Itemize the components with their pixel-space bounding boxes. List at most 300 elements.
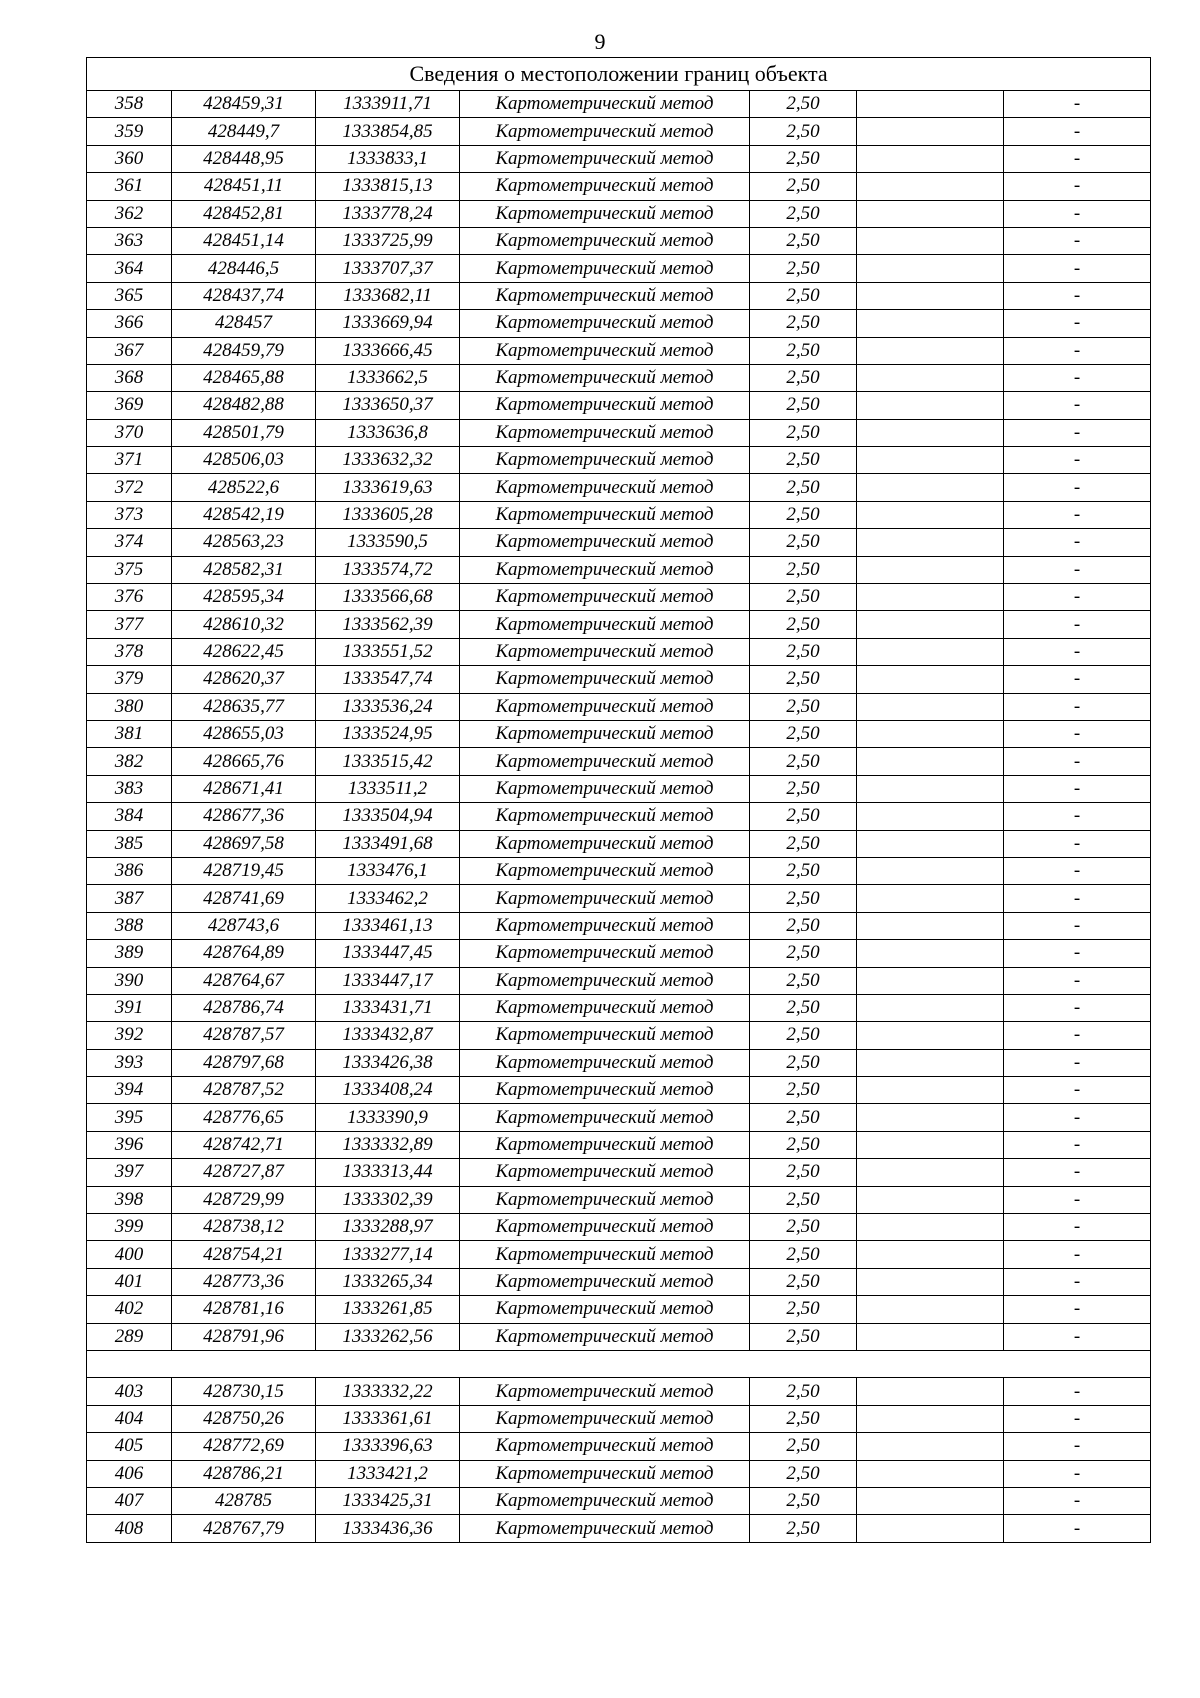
y-coordinate-cell: 1333504,94	[316, 803, 460, 830]
description-cell: -	[1004, 1460, 1151, 1487]
point-number-cell: 372	[87, 474, 172, 501]
description-cell: -	[1004, 1022, 1151, 1049]
point-number-cell: 391	[87, 994, 172, 1021]
empty-cell	[857, 337, 1004, 364]
method-cell: Картометрический метод	[460, 994, 750, 1021]
accuracy-cell: 2,50	[750, 967, 857, 994]
table-row	[87, 1487, 1151, 1514]
y-coordinate-cell: 1333447,17	[316, 967, 460, 994]
accuracy-cell: 2,50	[750, 1296, 857, 1323]
y-coordinate-cell: 1333551,52	[316, 638, 460, 665]
empty-cell	[857, 857, 1004, 884]
empty-cell	[857, 775, 1004, 802]
method-cell: Картометрический метод	[460, 118, 750, 145]
empty-cell	[857, 474, 1004, 501]
table-row	[87, 1241, 1151, 1268]
description-cell: -	[1004, 1268, 1151, 1295]
table-row	[87, 227, 1151, 254]
table-row	[87, 200, 1151, 227]
point-number-cell: 407	[87, 1487, 172, 1514]
empty-cell	[857, 91, 1004, 118]
point-number-cell: 378	[87, 638, 172, 665]
y-coordinate-cell: 1333288,97	[316, 1214, 460, 1241]
table-row	[87, 1214, 1151, 1241]
description-cell: -	[1004, 994, 1151, 1021]
method-cell: Картометрический метод	[460, 638, 750, 665]
accuracy-cell: 2,50	[750, 638, 857, 665]
x-coordinate-cell: 428727,87	[172, 1159, 316, 1186]
description-cell: -	[1004, 720, 1151, 747]
table-row	[87, 145, 1151, 172]
accuracy-cell: 2,50	[750, 255, 857, 282]
x-coordinate-cell: 428446,5	[172, 255, 316, 282]
point-number-cell: 383	[87, 775, 172, 802]
accuracy-cell: 2,50	[750, 775, 857, 802]
description-cell: -	[1004, 967, 1151, 994]
accuracy-cell: 2,50	[750, 720, 857, 747]
table-row	[87, 556, 1151, 583]
point-number-cell: 387	[87, 885, 172, 912]
empty-cell	[857, 1296, 1004, 1323]
accuracy-cell: 2,50	[750, 1323, 857, 1350]
y-coordinate-cell: 1333361,61	[316, 1405, 460, 1432]
x-coordinate-cell: 428635,77	[172, 693, 316, 720]
accuracy-cell: 2,50	[750, 666, 857, 693]
y-coordinate-cell: 1333682,11	[316, 282, 460, 309]
empty-cell	[857, 1214, 1004, 1241]
point-number-cell: 362	[87, 200, 172, 227]
description-cell: -	[1004, 1214, 1151, 1241]
y-coordinate-cell: 1333666,45	[316, 337, 460, 364]
point-number-cell: 370	[87, 419, 172, 446]
point-number-cell: 389	[87, 940, 172, 967]
table-row	[87, 666, 1151, 693]
description-cell: -	[1004, 912, 1151, 939]
description-cell: -	[1004, 830, 1151, 857]
description-cell: -	[1004, 556, 1151, 583]
method-cell: Картометрический метод	[460, 885, 750, 912]
method-cell: Картометрический метод	[460, 173, 750, 200]
empty-cell	[857, 803, 1004, 830]
empty-cell	[857, 501, 1004, 528]
x-coordinate-cell: 428610,32	[172, 611, 316, 638]
table-row	[87, 474, 1151, 501]
x-coordinate-cell: 428767,79	[172, 1515, 316, 1542]
accuracy-cell: 2,50	[750, 1077, 857, 1104]
empty-cell	[857, 310, 1004, 337]
description-cell: -	[1004, 1487, 1151, 1514]
empty-cell	[857, 885, 1004, 912]
point-number-cell: 373	[87, 501, 172, 528]
y-coordinate-cell: 1333854,85	[316, 118, 460, 145]
table-row	[87, 994, 1151, 1021]
empty-cell	[857, 748, 1004, 775]
accuracy-cell: 2,50	[750, 118, 857, 145]
x-coordinate-cell: 428772,69	[172, 1433, 316, 1460]
y-coordinate-cell: 1333332,22	[316, 1378, 460, 1405]
x-coordinate-cell: 428764,89	[172, 940, 316, 967]
x-coordinate-cell: 428719,45	[172, 857, 316, 884]
description-cell: -	[1004, 282, 1151, 309]
method-cell: Картометрический метод	[460, 1186, 750, 1213]
table-row	[87, 501, 1151, 528]
method-cell: Картометрический метод	[460, 720, 750, 747]
point-number-cell: 360	[87, 145, 172, 172]
x-coordinate-cell: 428482,88	[172, 392, 316, 419]
table-row	[87, 638, 1151, 665]
method-cell: Картометрический метод	[460, 1460, 750, 1487]
empty-cell	[857, 1241, 1004, 1268]
table-row	[87, 364, 1151, 391]
accuracy-cell: 2,50	[750, 1515, 857, 1542]
x-coordinate-cell: 428655,03	[172, 720, 316, 747]
x-coordinate-cell: 428697,58	[172, 830, 316, 857]
accuracy-cell: 2,50	[750, 584, 857, 611]
point-number-cell: 397	[87, 1159, 172, 1186]
point-number-cell: 394	[87, 1077, 172, 1104]
description-cell: -	[1004, 1186, 1151, 1213]
accuracy-cell: 2,50	[750, 364, 857, 391]
y-coordinate-cell: 1333462,2	[316, 885, 460, 912]
table-row	[87, 392, 1151, 419]
method-cell: Картометрический метод	[460, 1433, 750, 1460]
point-number-cell: 406	[87, 1460, 172, 1487]
method-cell: Картометрический метод	[460, 364, 750, 391]
empty-cell	[857, 227, 1004, 254]
y-coordinate-cell: 1333619,63	[316, 474, 460, 501]
point-number-cell: 405	[87, 1433, 172, 1460]
empty-cell	[857, 584, 1004, 611]
separator-row	[87, 1350, 1151, 1377]
y-coordinate-cell: 1333277,14	[316, 1241, 460, 1268]
empty-cell	[857, 173, 1004, 200]
method-cell: Картометрический метод	[460, 447, 750, 474]
table-row	[87, 584, 1151, 611]
x-coordinate-cell: 428754,21	[172, 1241, 316, 1268]
method-cell: Картометрический метод	[460, 1049, 750, 1076]
method-cell: Картометрический метод	[460, 693, 750, 720]
method-cell: Картометрический метод	[460, 529, 750, 556]
y-coordinate-cell: 1333590,5	[316, 529, 460, 556]
point-number-cell: 374	[87, 529, 172, 556]
point-number-cell: 377	[87, 611, 172, 638]
point-number-cell: 359	[87, 118, 172, 145]
table-row	[87, 1378, 1151, 1405]
method-cell: Картометрический метод	[460, 310, 750, 337]
point-number-cell: 400	[87, 1241, 172, 1268]
point-number-cell: 363	[87, 227, 172, 254]
x-coordinate-cell: 428622,45	[172, 638, 316, 665]
empty-cell	[857, 1378, 1004, 1405]
point-number-cell: 393	[87, 1049, 172, 1076]
empty-cell	[857, 912, 1004, 939]
y-coordinate-cell: 1333574,72	[316, 556, 460, 583]
empty-cell	[857, 1022, 1004, 1049]
accuracy-cell: 2,50	[750, 310, 857, 337]
empty-cell	[857, 392, 1004, 419]
method-cell: Картометрический метод	[460, 830, 750, 857]
separator-cell	[87, 1350, 1151, 1377]
accuracy-cell: 2,50	[750, 1241, 857, 1268]
table-row	[87, 857, 1151, 884]
empty-cell	[857, 720, 1004, 747]
x-coordinate-cell: 428729,99	[172, 1186, 316, 1213]
description-cell: -	[1004, 1323, 1151, 1350]
y-coordinate-cell: 1333491,68	[316, 830, 460, 857]
description-cell: -	[1004, 118, 1151, 145]
method-cell: Картометрический метод	[460, 1022, 750, 1049]
table-row	[87, 419, 1151, 446]
method-cell: Картометрический метод	[460, 584, 750, 611]
point-number-cell: 376	[87, 584, 172, 611]
accuracy-cell: 2,50	[750, 556, 857, 583]
y-coordinate-cell: 1333332,89	[316, 1131, 460, 1158]
y-coordinate-cell: 1333566,68	[316, 584, 460, 611]
table-row	[87, 1405, 1151, 1432]
method-cell: Картометрический метод	[460, 501, 750, 528]
description-cell: -	[1004, 255, 1151, 282]
accuracy-cell: 2,50	[750, 173, 857, 200]
table-row	[87, 1022, 1151, 1049]
y-coordinate-cell: 1333313,44	[316, 1159, 460, 1186]
table-row	[87, 830, 1151, 857]
empty-cell	[857, 1323, 1004, 1350]
description-cell: -	[1004, 501, 1151, 528]
description-cell: -	[1004, 91, 1151, 118]
accuracy-cell: 2,50	[750, 885, 857, 912]
method-cell: Картометрический метод	[460, 282, 750, 309]
empty-cell	[857, 994, 1004, 1021]
description-cell: -	[1004, 447, 1151, 474]
point-number-cell: 402	[87, 1296, 172, 1323]
table-row	[87, 447, 1151, 474]
empty-cell	[857, 638, 1004, 665]
point-number-cell: 364	[87, 255, 172, 282]
x-coordinate-cell: 428459,31	[172, 91, 316, 118]
point-number-cell: 379	[87, 666, 172, 693]
y-coordinate-cell: 1333461,13	[316, 912, 460, 939]
x-coordinate-cell: 428451,11	[172, 173, 316, 200]
table-row	[87, 310, 1151, 337]
point-number-cell: 392	[87, 1022, 172, 1049]
accuracy-cell: 2,50	[750, 1104, 857, 1131]
x-coordinate-cell: 428797,68	[172, 1049, 316, 1076]
accuracy-cell: 2,50	[750, 529, 857, 556]
y-coordinate-cell: 1333431,71	[316, 994, 460, 1021]
point-number-cell: 381	[87, 720, 172, 747]
x-coordinate-cell: 428671,41	[172, 775, 316, 802]
accuracy-cell: 2,50	[750, 1186, 857, 1213]
x-coordinate-cell: 428773,36	[172, 1268, 316, 1295]
empty-cell	[857, 830, 1004, 857]
empty-cell	[857, 1131, 1004, 1158]
method-cell: Картометрический метод	[460, 1323, 750, 1350]
description-cell: -	[1004, 584, 1151, 611]
accuracy-cell: 2,50	[750, 912, 857, 939]
y-coordinate-cell: 1333511,2	[316, 775, 460, 802]
description-cell: -	[1004, 1515, 1151, 1542]
description-cell: -	[1004, 145, 1151, 172]
method-cell: Картометрический метод	[460, 912, 750, 939]
x-coordinate-cell: 428781,16	[172, 1296, 316, 1323]
empty-cell	[857, 447, 1004, 474]
description-cell: -	[1004, 1405, 1151, 1432]
empty-cell	[857, 419, 1004, 446]
method-cell: Картометрический метод	[460, 227, 750, 254]
y-coordinate-cell: 1333390,9	[316, 1104, 460, 1131]
x-coordinate-cell: 428452,81	[172, 200, 316, 227]
accuracy-cell: 2,50	[750, 419, 857, 446]
empty-cell	[857, 1460, 1004, 1487]
method-cell: Картометрический метод	[460, 1405, 750, 1432]
table-row	[87, 940, 1151, 967]
description-cell: -	[1004, 474, 1151, 501]
y-coordinate-cell: 1333536,24	[316, 693, 460, 720]
y-coordinate-cell: 1333650,37	[316, 392, 460, 419]
point-number-cell: 375	[87, 556, 172, 583]
accuracy-cell: 2,50	[750, 1131, 857, 1158]
point-number-cell: 365	[87, 282, 172, 309]
y-coordinate-cell: 1333426,38	[316, 1049, 460, 1076]
empty-cell	[857, 967, 1004, 994]
method-cell: Картометрический метод	[460, 666, 750, 693]
x-coordinate-cell: 428457	[172, 310, 316, 337]
empty-cell	[857, 666, 1004, 693]
method-cell: Картометрический метод	[460, 255, 750, 282]
accuracy-cell: 2,50	[750, 91, 857, 118]
table-row	[87, 693, 1151, 720]
x-coordinate-cell: 428776,65	[172, 1104, 316, 1131]
accuracy-cell: 2,50	[750, 1487, 857, 1514]
point-number-cell: 399	[87, 1214, 172, 1241]
description-cell: -	[1004, 1378, 1151, 1405]
description-cell: -	[1004, 337, 1151, 364]
y-coordinate-cell: 1333432,87	[316, 1022, 460, 1049]
x-coordinate-cell: 428764,67	[172, 967, 316, 994]
x-coordinate-cell: 428451,14	[172, 227, 316, 254]
x-coordinate-cell: 428506,03	[172, 447, 316, 474]
table-row	[87, 1268, 1151, 1295]
description-cell: -	[1004, 1077, 1151, 1104]
accuracy-cell: 2,50	[750, 1049, 857, 1076]
accuracy-cell: 2,50	[750, 337, 857, 364]
table-body	[87, 58, 1151, 1543]
accuracy-cell: 2,50	[750, 1405, 857, 1432]
empty-cell	[857, 145, 1004, 172]
method-cell: Картометрический метод	[460, 1487, 750, 1514]
method-cell: Картометрический метод	[460, 1214, 750, 1241]
point-number-cell: 403	[87, 1378, 172, 1405]
x-coordinate-cell: 428620,37	[172, 666, 316, 693]
accuracy-cell: 2,50	[750, 748, 857, 775]
accuracy-cell: 2,50	[750, 1378, 857, 1405]
x-coordinate-cell: 428743,6	[172, 912, 316, 939]
y-coordinate-cell: 1333396,63	[316, 1433, 460, 1460]
point-number-cell: 388	[87, 912, 172, 939]
accuracy-cell: 2,50	[750, 994, 857, 1021]
y-coordinate-cell: 1333833,1	[316, 145, 460, 172]
empty-cell	[857, 255, 1004, 282]
y-coordinate-cell: 1333636,8	[316, 419, 460, 446]
y-coordinate-cell: 1333408,24	[316, 1077, 460, 1104]
empty-cell	[857, 693, 1004, 720]
method-cell: Картометрический метод	[460, 556, 750, 583]
table-row	[87, 967, 1151, 994]
point-number-cell: 386	[87, 857, 172, 884]
y-coordinate-cell: 1333425,31	[316, 1487, 460, 1514]
table-row	[87, 1104, 1151, 1131]
method-cell: Картометрический метод	[460, 145, 750, 172]
point-number-cell: 289	[87, 1323, 172, 1350]
method-cell: Картометрический метод	[460, 1268, 750, 1295]
x-coordinate-cell: 428563,23	[172, 529, 316, 556]
y-coordinate-cell: 1333302,39	[316, 1186, 460, 1213]
accuracy-cell: 2,50	[750, 803, 857, 830]
description-cell: -	[1004, 173, 1151, 200]
y-coordinate-cell: 1333547,74	[316, 666, 460, 693]
description-cell: -	[1004, 1159, 1151, 1186]
table-row	[87, 1460, 1151, 1487]
method-cell: Картометрический метод	[460, 1131, 750, 1158]
description-cell: -	[1004, 803, 1151, 830]
x-coordinate-cell: 428741,69	[172, 885, 316, 912]
accuracy-cell: 2,50	[750, 227, 857, 254]
y-coordinate-cell: 1333662,5	[316, 364, 460, 391]
empty-cell	[857, 364, 1004, 391]
method-cell: Картометрический метод	[460, 337, 750, 364]
empty-cell	[857, 1268, 1004, 1295]
accuracy-cell: 2,50	[750, 693, 857, 720]
x-coordinate-cell: 428787,52	[172, 1077, 316, 1104]
accuracy-cell: 2,50	[750, 200, 857, 227]
method-cell: Картометрический метод	[460, 611, 750, 638]
empty-cell	[857, 529, 1004, 556]
description-cell: -	[1004, 364, 1151, 391]
method-cell: Картометрический метод	[460, 1296, 750, 1323]
y-coordinate-cell: 1333725,99	[316, 227, 460, 254]
accuracy-cell: 2,50	[750, 1159, 857, 1186]
table-row	[87, 337, 1151, 364]
y-coordinate-cell: 1333261,85	[316, 1296, 460, 1323]
table-row	[87, 1186, 1151, 1213]
table-title-row	[87, 58, 1151, 91]
accuracy-cell: 2,50	[750, 282, 857, 309]
empty-cell	[857, 1433, 1004, 1460]
method-cell: Картометрический метод	[460, 419, 750, 446]
x-coordinate-cell: 428785	[172, 1487, 316, 1514]
point-number-cell: 398	[87, 1186, 172, 1213]
empty-cell	[857, 1104, 1004, 1131]
method-cell: Картометрический метод	[460, 1159, 750, 1186]
description-cell: -	[1004, 200, 1151, 227]
description-cell: -	[1004, 666, 1151, 693]
table-row	[87, 912, 1151, 939]
x-coordinate-cell: 428665,76	[172, 748, 316, 775]
method-cell: Картометрический метод	[460, 474, 750, 501]
point-number-cell: 366	[87, 310, 172, 337]
point-number-cell: 368	[87, 364, 172, 391]
table-title: Сведения о местоположении границ объекта	[87, 58, 1151, 91]
point-number-cell: 408	[87, 1515, 172, 1542]
accuracy-cell: 2,50	[750, 857, 857, 884]
description-cell: -	[1004, 392, 1151, 419]
x-coordinate-cell: 428437,74	[172, 282, 316, 309]
table-row	[87, 885, 1151, 912]
accuracy-cell: 2,50	[750, 1460, 857, 1487]
table-row	[87, 173, 1151, 200]
description-cell: -	[1004, 419, 1151, 446]
table-row	[87, 720, 1151, 747]
